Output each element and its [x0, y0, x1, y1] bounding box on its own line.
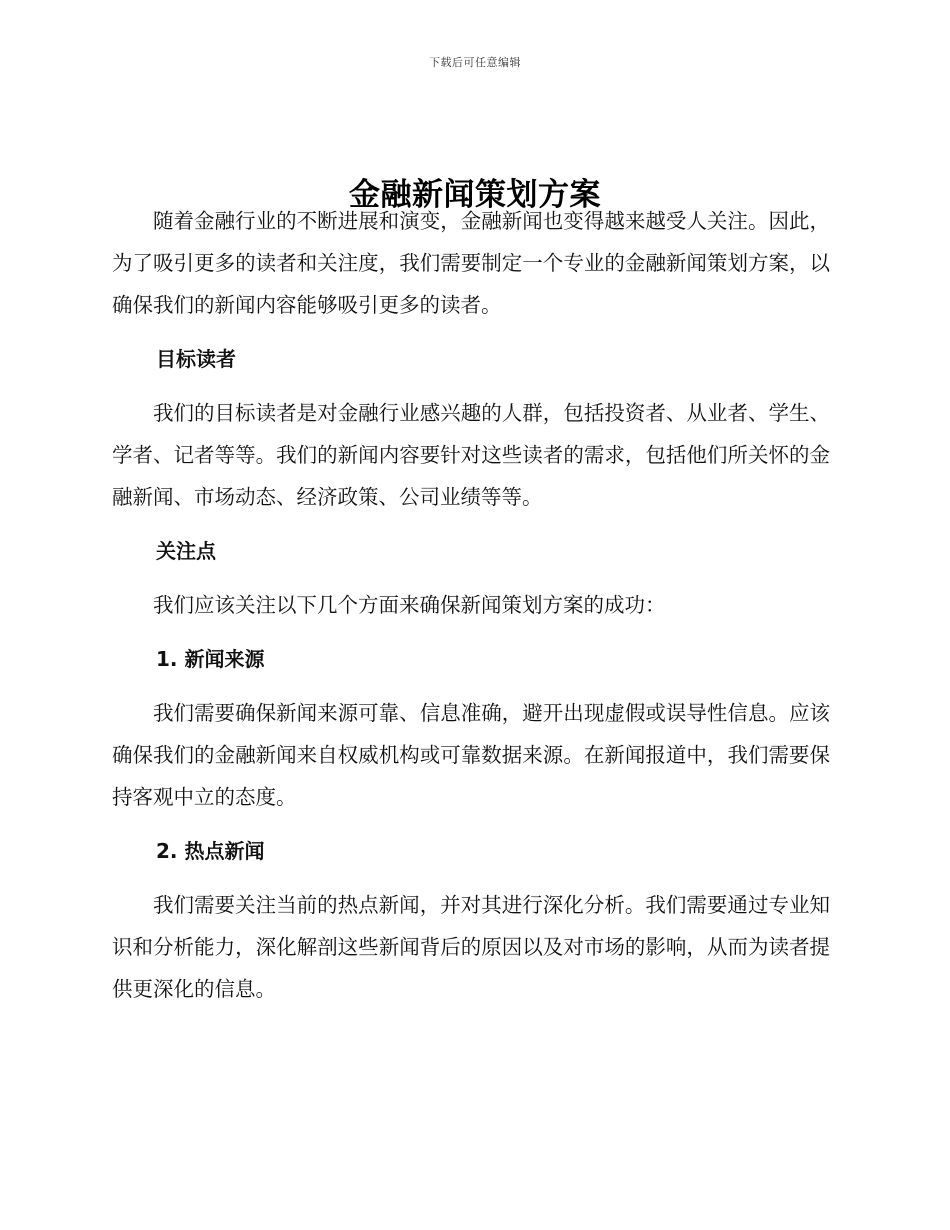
section-heading-hot-news: 2. 热点新闻 — [156, 839, 265, 863]
section-heading-target-readers: 目标读者 — [156, 347, 236, 371]
header-note: 下载后可任意编辑 — [429, 56, 521, 69]
target-readers-paragraph: 我们的目标读者是对金融行业感兴趣的人群，包括投资者、从业者、学生、学者、记者等等。我们的新闻内容要针对这些读者的需求，包括他们所关怀的金融新闻、市场动态、经济政策、公司业绩等等。 — [112, 401, 830, 509]
focus-points-paragraph: 我们应该关注以下几个方面来确保新闻策划方案的成功： — [153, 593, 666, 617]
section-heading-focus-points: 关注点 — [156, 539, 216, 563]
section-heading-news-source: 1. 新闻来源 — [156, 647, 265, 671]
intro-paragraph: 随着金融行业的不断进展和演变，金融新闻也变得越来越受人关注。因此，为了吸引更多的读者和关注度，我们需要制定一个专业的金融新闻策划方案，以确保我们的新闻内容能够吸引更多的读者。 — [112, 209, 830, 317]
document-title: 金融新闻策划方案 — [349, 176, 601, 213]
hot-news-paragraph: 我们需要关注当前的热点新闻，并对其进行深化分析。我们需要通过专业知识和分析能力，深化解剖这些新闻背后的原因以及对市场的影响，从而为读者提供更深化的信息。 — [112, 893, 830, 1001]
document-body — [112, 200, 830, 1010]
news-source-paragraph: 我们需要确保新闻来源可靠、信息准确，避开出现虚假或误导性信息。应该确保我们的金融新闻来自权威机构或可靠数据来源。在新闻报道中，我们需要保持客观中立的态度。 — [112, 701, 830, 809]
